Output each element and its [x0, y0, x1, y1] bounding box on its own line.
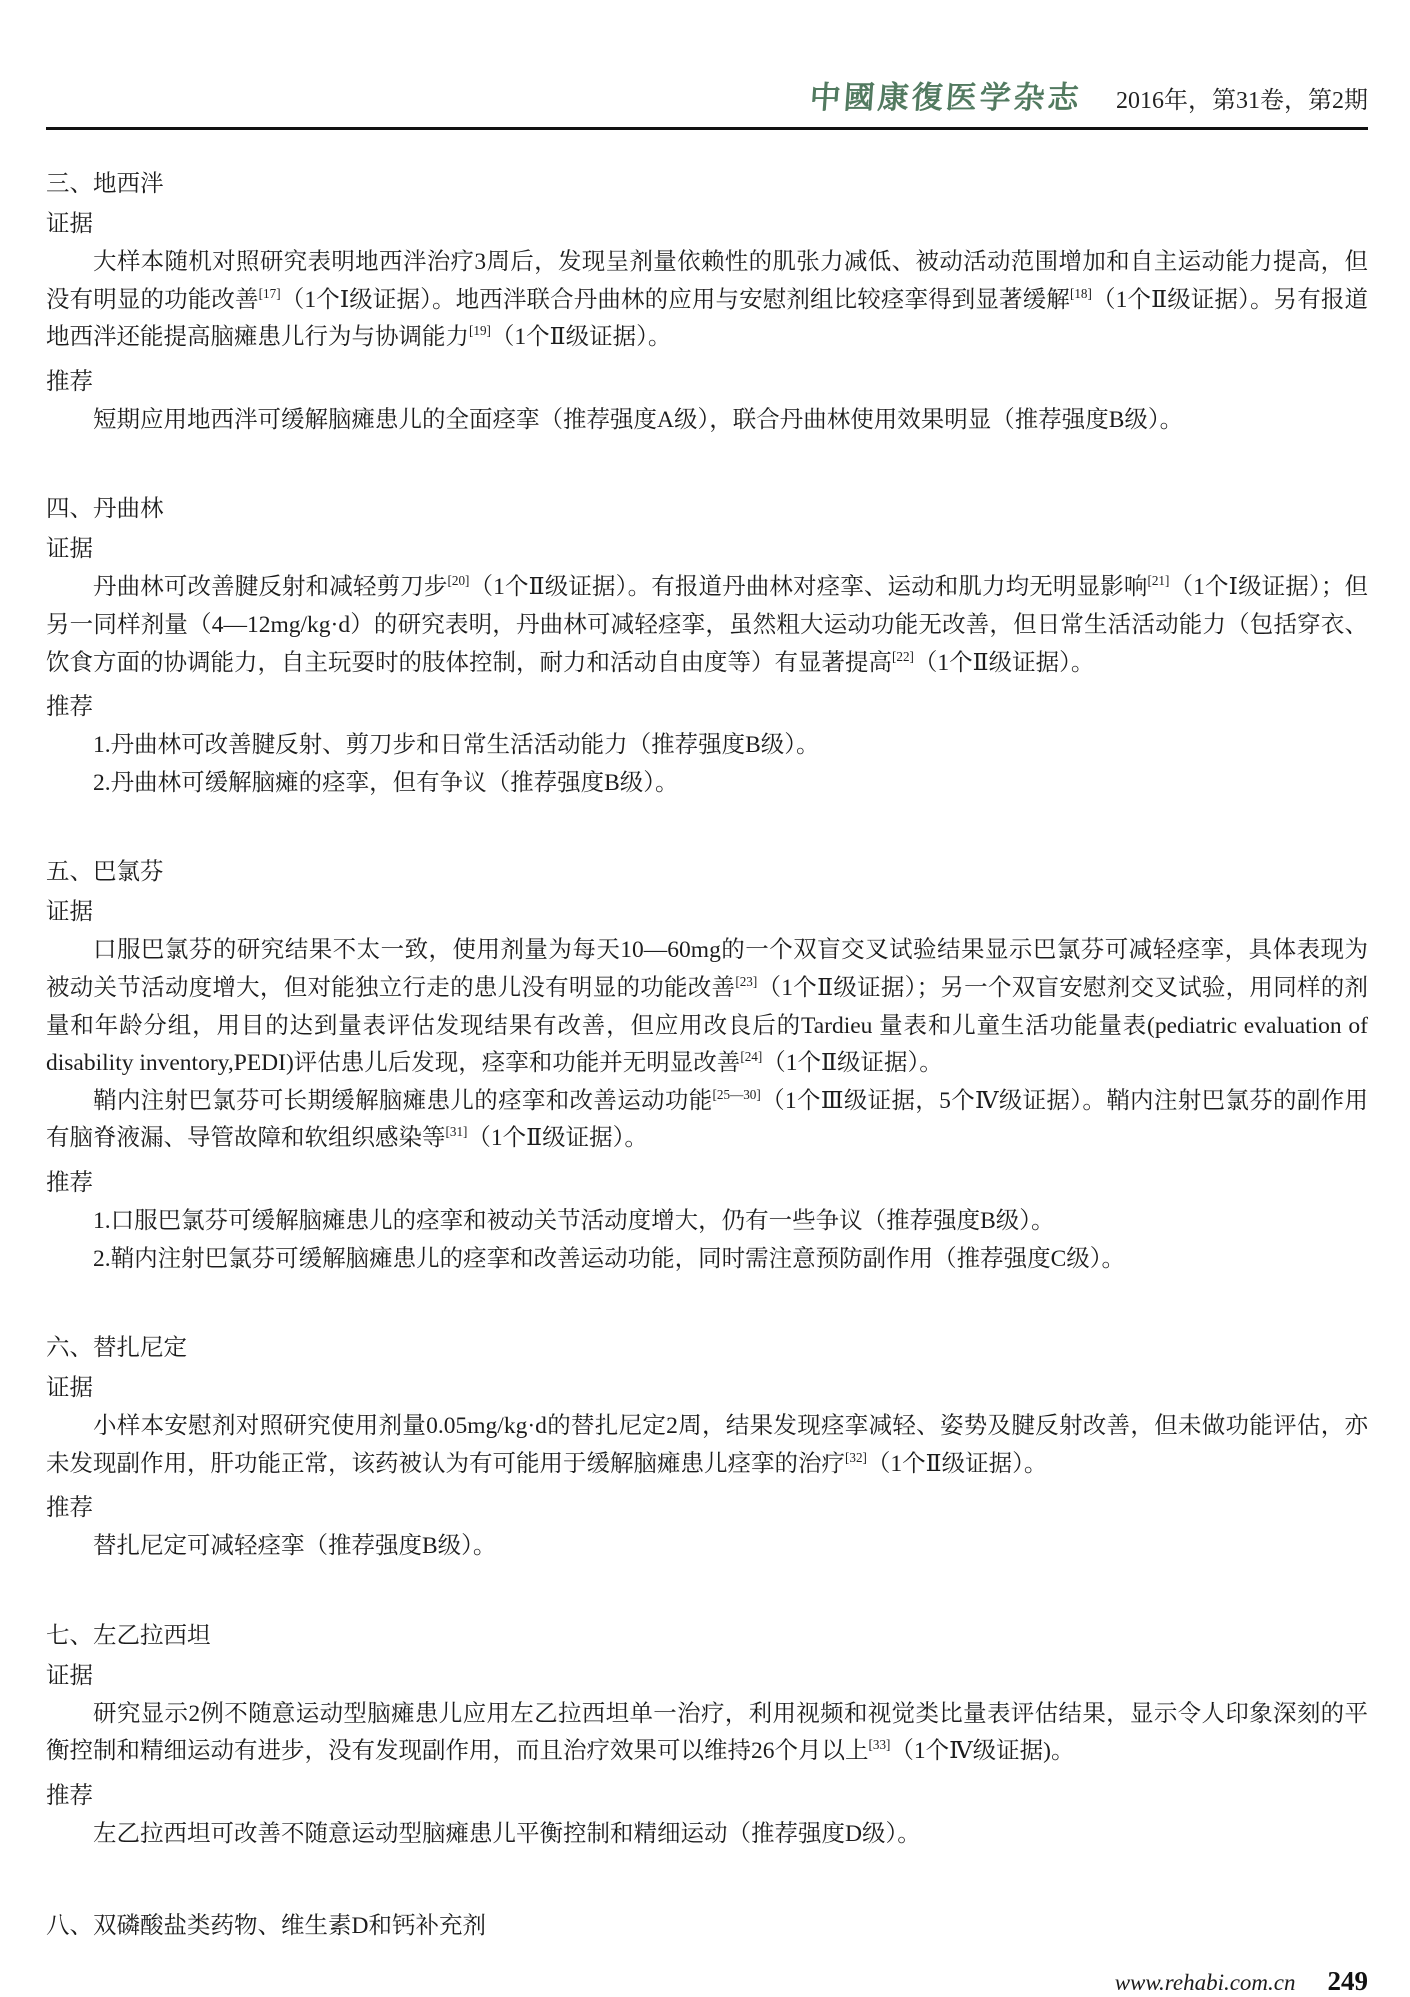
evidence-paragraph: 大样本随机对照研究表明地西泮治疗3周后，发现呈剂量依赖性的肌张力减低、被动活动范围增加和自主运动能力提高，但没有明显的功能改善[17]（1个Ⅰ级证据）。地西泮联合丹曲林的应用与安慰剂组比较痉挛得到显著缓解[18]（1个Ⅱ级证据）。另有报道地西泮还能提高脑瘫患儿行为与协调能力[19]（1个Ⅱ级证据）。 — [46, 249, 1368, 351]
section-title: 四、丹曲林 — [46, 496, 164, 523]
evidence-label: 证据 — [46, 1375, 93, 1402]
section-title: 三、地西泮 — [46, 171, 164, 197]
section-levetiracetam — [46, 1616, 1368, 1854]
evidence-label: 证据 — [46, 536, 93, 563]
recommend-paragraph: 替扎尼定可减轻痉挛（推荐强度B级）。 — [93, 1533, 497, 1560]
evidence-paragraph: 小样本安慰剂对照研究使用剂量0.05mg/kg·d的替扎尼定2周，结果发现痉挛减轻、姿势及腱反射改善，但未做功能评估，亦未发现副作用，肝功能正常，该药被认为有可能用于缓解脑瘫患儿痉挛的治疗[32]（1个Ⅱ级证据）。 — [46, 1413, 1368, 1477]
recommend-block — [46, 687, 1368, 802]
recommend-block — [46, 362, 1368, 440]
page-footer — [46, 1946, 1368, 1997]
section-title-bisphosphonates: 八、双磷酸盐类药物、维生素D和钙补充剂 — [46, 1912, 486, 1939]
section-tizanidine — [46, 1328, 1368, 1566]
recommend-paragraph: 短期应用地西泮可缓解脑瘫患儿的全面痉挛（推荐强度A级），联合丹曲林使用效果明显（推荐强度B级）。 — [93, 406, 1184, 433]
recommend-label: 推荐 — [46, 1169, 93, 1196]
section-title: 七、左乙拉西坦 — [46, 1622, 211, 1649]
evidence-block — [46, 1368, 1368, 1483]
page-number: 249 — [1327, 1965, 1368, 1996]
journal-logo: 中國康復医学杂志 — [808, 80, 1084, 115]
recommend-block — [46, 1776, 1368, 1854]
recommend-paragraph: 1.丹曲林可改善腱反射、剪刀步和日常生活活动能力（推荐强度B级）。 — [93, 732, 820, 759]
recommend-label: 推荐 — [46, 694, 93, 721]
website-url: www.rehabi.com.cn — [1114, 1969, 1296, 1995]
recommend-paragraph: 1.口服巴氯芬可缓解脑瘫患儿的痉挛和被动关节活动度增大，仍有一些争议（推荐强度B级）。 — [93, 1207, 1055, 1234]
evidence-paragraph: 研究显示2例不随意运动型脑瘫患儿应用左乙拉西坦单一治疗，利用视频和视觉类比量表评估结果，显示令人印象深刻的平衡控制和精细运动有进步，没有发现副作用，而且治疗效果可以维持26个月以上[33]（1个Ⅳ级证据)。 — [46, 1700, 1368, 1765]
section-title: 六、替扎尼定 — [46, 1335, 187, 1362]
article-content — [46, 130, 1368, 1946]
recommend-paragraph: 2.鞘内注射巴氯芬可缓解脑瘫患儿的痉挛和改善运动功能，同时需注意预防副作用（推荐强度C级）。 — [93, 1245, 1126, 1272]
recommend-block — [46, 1488, 1368, 1566]
recommend-block — [46, 1163, 1368, 1278]
section-diazepam — [46, 164, 1368, 439]
section-title: 五、巴氯芬 — [46, 859, 164, 886]
evidence-label: 证据 — [46, 1662, 93, 1689]
evidence-label: 证据 — [46, 211, 93, 237]
evidence-label: 证据 — [46, 899, 93, 926]
issue-info: 2016年，第31卷，第2期 — [1116, 88, 1368, 114]
recommend-label: 推荐 — [46, 1783, 93, 1810]
evidence-block — [46, 1656, 1368, 1771]
evidence-block — [46, 204, 1368, 357]
recommend-label: 推荐 — [46, 368, 93, 395]
evidence-paragraph: 口服巴氯芬的研究结果不太一致，使用剂量为每天10—60mg的一个双盲交叉试验结果显示巴氯芬可减轻痉挛，具体表现为被动关节活动度增大，但对能独立行走的患儿没有明显的功能改善[23]（1个Ⅱ级证据）；另一个双盲安慰剂交叉试验，用同样的剂量和年龄分组，用目的达到量表评估发现结果有改善，但应用改良后的Tardieu 量表和儿童生活功能量表(pediatric evaluation of disability inventory,PEDI)评估患儿后发现，痉挛和功能并无明显改善[24]（1个Ⅱ级证据）。 — [46, 937, 1368, 1077]
evidence-block — [46, 892, 1368, 1158]
evidence-paragraph: 鞘内注射巴氯芬可长期缓解脑瘫患儿的痉挛和改善运动功能[25—30]（1个Ⅲ级证据，5个Ⅳ级证据）。鞘内注射巴氯芬的副作用有脑脊液漏、导管故障和软组织感染等[31]（1个Ⅱ级证据）。 — [46, 1086, 1369, 1152]
section-baclofen — [46, 852, 1368, 1278]
recommend-paragraph: 2.丹曲林可缓解脑瘫的痉挛，但有争议（推荐强度B级）。 — [93, 769, 679, 796]
recommend-paragraph: 左乙拉西坦可改善不随意运动型脑瘫患儿平衡控制和精细运动（推荐强度D级）。 — [93, 1821, 921, 1848]
evidence-paragraph: 丹曲林可改善腱反射和减轻剪刀步[20]（1个Ⅱ级证据）。有报道丹曲林对痉挛、运动和肌力均无明显影响[21]（1个Ⅰ级证据）；但另一同样剂量（4—12mg/kg·d）的研究表明，丹曲林可减轻痉挛，虽然粗大运动功能无改善，但日常生活活动能力（包括穿衣、饮食方面的协调能力，自主玩耍时的肢体控制，耐力和活动自由度等）有显著提高[22]（1个Ⅱ级证据）。 — [46, 573, 1368, 676]
recommend-label: 推荐 — [46, 1495, 93, 1522]
evidence-block — [46, 529, 1368, 682]
section-dantrolene — [46, 489, 1368, 802]
page-header — [46, 0, 1368, 130]
